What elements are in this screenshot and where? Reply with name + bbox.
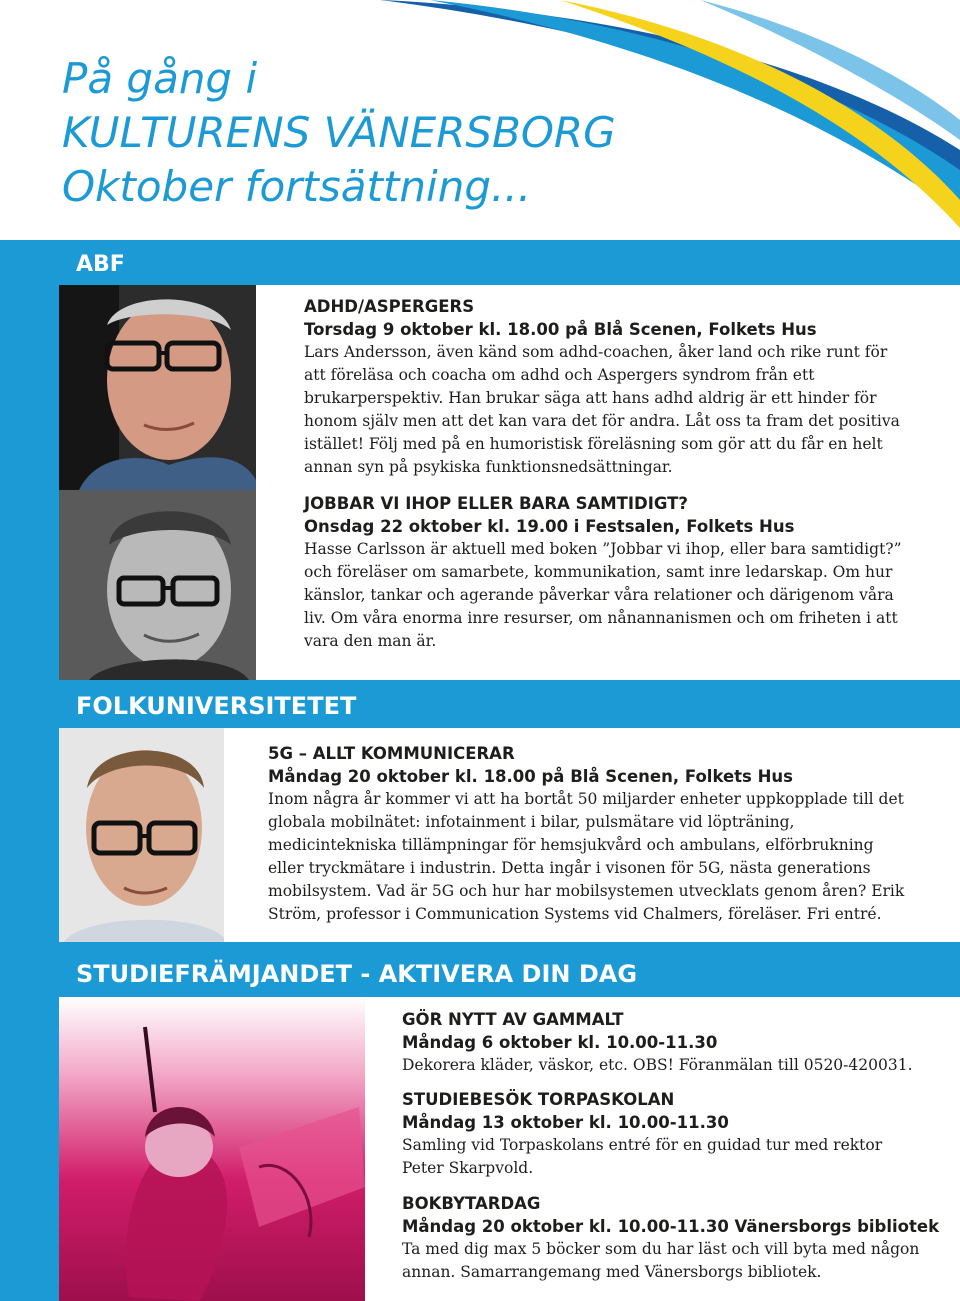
event-body: Lars Andersson, även känd som adhd-coachen, åker land och rike runt för att föreläsa och coacha om adhd och Aspergers syndrom från ett brukarperspektiv. Han brukar säga att hans adhd aldrig är ett hinder för honom själv men att det kan vara det för andra. Låt oss ta fram det positiva istället! Följ med på en humoristisk föreläsning som gör att du får en helt annan syn på psykiska funktionsnedsättningar. <box>304 343 900 476</box>
event-title: BOKBYTARDAG <box>402 1194 541 1213</box>
studieframjandet-event-bokbytardag <box>402 1192 940 1284</box>
studieframjandet-section-label: STUDIEFRÄMJANDET - AKTIVERA DIN DAG <box>76 960 638 988</box>
event-body: Samling vid Torpaskolans entré för en guidad tur med rektor Peter Skarpvold. <box>402 1136 883 1177</box>
portrait-erik-strom <box>59 728 224 942</box>
event-when: Onsdag 22 oktober kl. 19.00 i Festsalen, Folkets Hus <box>304 517 795 536</box>
folkuniversitetet-section-label: FOLKUNIVERSITETET <box>76 692 357 720</box>
event-when: Torsdag 9 oktober kl. 18.00 på Blå Scenen, Folkets Hus <box>304 320 817 339</box>
portrait-hasse-carlsson <box>59 490 256 680</box>
event-when: Måndag 13 oktober kl. 10.00-11.30 <box>402 1113 729 1132</box>
event-body: Ta med dig max 5 böcker som du har läst och vill byta med någon annan. Samarrangemang med Vänersborgs bibliotek. <box>402 1240 920 1281</box>
event-body: Inom några år kommer vi att ha bortåt 50 miljarder enheter uppkopplade till det globala mobilnätet: infotainment i bilar, pulsmätare vid löpträning, medicintekniska tillämpningar för hemsjukvård och ambulans, elförbrukning eller tryckmätare i industrin. Detta ingår i visonen för 5G, nästa generations mobilsystem. Vad är 5G och hur har mobilsystemen utvecklats genom åren? Erik Ström, professor i Communication Systems vid Chalmers, föreläser. Fri entré. <box>268 790 905 923</box>
abf-section-label: ABF <box>76 252 125 277</box>
folkuniversitetet-event-5g <box>268 742 908 926</box>
abf-event-jobbar <box>304 492 904 653</box>
event-body: Dekorera kläder, väskor, etc. OBS! Föranmälan till 0520-420031. <box>402 1056 913 1074</box>
photo-crafting-magenta <box>59 997 365 1301</box>
event-body: Hasse Carlsson är aktuell med boken ”Jobbar vi ihop, eller bara samtidigt?” och föreläser om samarbete, kommunikation, samt inre ledarskap. Om hur känslor, tankar och agerande påverkar våra relationer och därigenom våra liv. Om våra enorma inre resurser, om nånannanismen och om friheten i att vara den man är. <box>304 540 902 650</box>
studieframjandet-event-torpaskolan <box>402 1088 922 1180</box>
abf-event-adhd <box>304 295 904 479</box>
event-title: STUDIEBESÖK TORPASKOLAN <box>402 1090 675 1109</box>
event-when: Måndag 20 oktober kl. 18.00 på Blå Scenen, Folkets Hus <box>268 767 793 786</box>
event-title: 5G – ALLT KOMMUNICERAR <box>268 744 515 763</box>
title-line-3: Oktober fortsättning... <box>62 162 532 211</box>
title-line-2: KULTURENS VÄNERSBORG <box>62 108 616 157</box>
event-title: GÖR NYTT AV GAMMALT <box>402 1010 624 1029</box>
portrait-lars-andersson <box>59 285 256 490</box>
event-title: JOBBAR VI IHOP ELLER BARA SAMTIDIGT? <box>304 494 688 513</box>
studieframjandet-event-gor-nytt <box>402 1008 922 1077</box>
event-when: Måndag 20 oktober kl. 10.00-11.30 Vänersborgs bibliotek <box>402 1217 940 1236</box>
title-line-1: På gång i <box>62 54 258 103</box>
event-when: Måndag 6 oktober kl. 10.00-11.30 <box>402 1033 718 1052</box>
event-title: ADHD/ASPERGERS <box>304 297 475 316</box>
